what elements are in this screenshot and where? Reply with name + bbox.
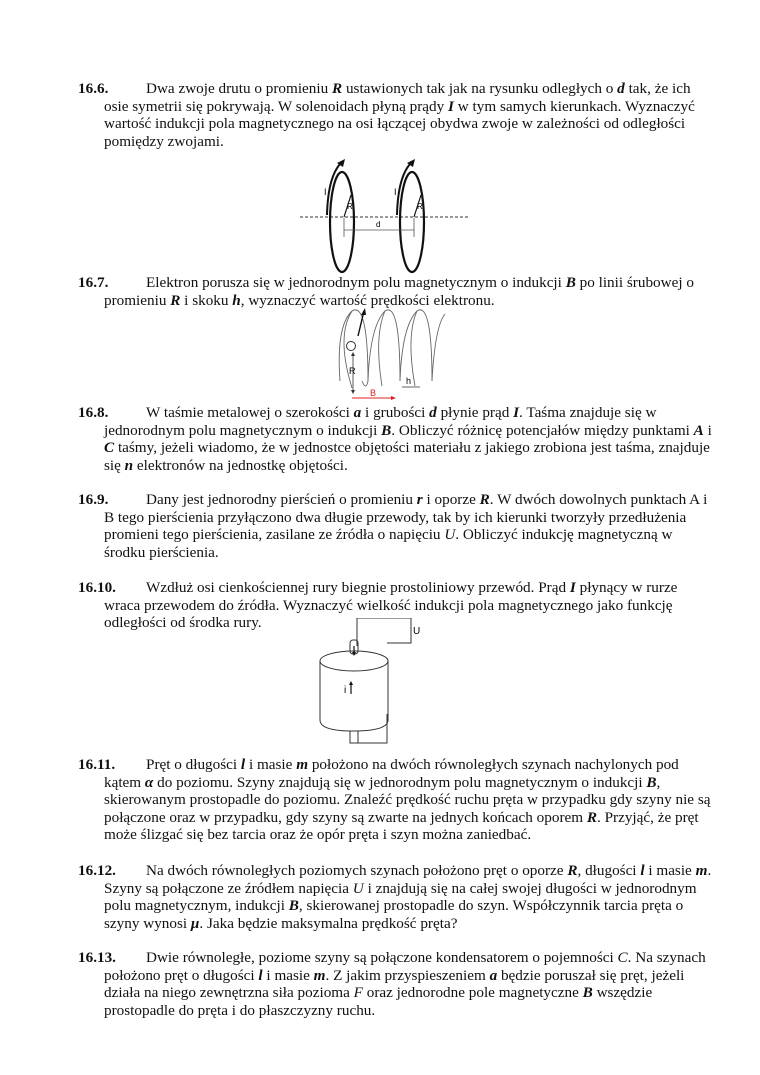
problem-number: 16.6. (78, 80, 109, 97)
variable-symbol: R (479, 491, 490, 508)
variable-symbol: I (448, 97, 454, 115)
variable-symbol: m (313, 966, 326, 984)
distance-label: d (376, 220, 381, 229)
variable-symbol: C (617, 949, 628, 966)
variable-symbol: R (332, 80, 343, 97)
problem-text: Pręt o długości l i masie m położono na dwóch równoległych szynach nachylonych pod kątem α do poziomu. Szyny znajdują się w jednorodnym polu magnetycznym o indukcji B, skierowanym prostopadle do poziomu. Znaleźć prędkość ruchu pręta w przypadku gdy szyny nie są połączone oraz w przypadku, gdy szyny są zwarte na jednych końcach oporem R. Przyjąć, że pręt może ślizgać się bez tarcia oraz że opór pręta i szyn można zaniedbać. (104, 756, 711, 844)
problem-number: 16.7. (78, 274, 109, 291)
problem-16-11 (78, 756, 714, 844)
variable-symbol: d (617, 80, 625, 97)
problem-16-8 (78, 404, 714, 474)
variable-symbol: h (232, 291, 241, 309)
coil-current-label: I (324, 187, 327, 197)
helix-radius-label: R (349, 366, 356, 376)
variable-symbol: B (381, 421, 392, 439)
problem-text: W taśmie metalowej o szerokości a i grubości d płynie prąd I. Taśma znajduje się w jednorodnym polu magnetycznym o indukcji B. Obliczyć różnicę potencjałów między punktami A i C taśmy, jeżeli wiadomo, że w jednostce objętości materiału z jakiego zrobiona jest taśma, znajduje się n elektronów na jednostkę objętości. (104, 404, 712, 474)
figure-two-coils (290, 155, 480, 275)
problem-16-7 (78, 274, 714, 309)
coil-radius-label: R (417, 202, 423, 211)
variable-symbol: a (353, 404, 362, 421)
variable-symbol: α (144, 773, 154, 791)
variable-symbol: r (416, 491, 423, 508)
variable-symbol: l (640, 862, 645, 879)
problem-16-13 (78, 949, 714, 1019)
figure-pipe (300, 618, 440, 750)
variable-symbol: B (288, 897, 299, 915)
variable-symbol: m (695, 862, 708, 879)
problem-text: Elektron porusza się w jednorodnym polu magnetycznym o indukcji B po linii śrubowej o promieniu R i skoku h, wyznaczyć wartość prędkości elektronu. (104, 274, 694, 309)
problem-number: 16.8. (78, 404, 109, 421)
variable-symbol: B (646, 773, 657, 791)
variable-symbol: n (124, 456, 134, 474)
variable-symbol: m (296, 756, 309, 773)
helix-pitch-label: h (406, 376, 412, 386)
variable-symbol: U (444, 526, 456, 544)
variable-symbol: l (258, 966, 263, 984)
field-label: B (370, 388, 377, 398)
variable-symbol: R (586, 808, 597, 826)
coil-current-label: I (394, 187, 397, 197)
problem-text: Na dwóch równoległych poziomych szynach położono pręt o oporze R, długości l i masie m. Szyny są połączone ze źródłem napięcia U i znajdują się na całej swojej długości w jednorodnym polu magnetycznym, indukcji B, skierowanej prostopadle do szyn. Współczynnik tarcia pręta o szyny wynosi μ. Jaka będzie maksymalna prędkość pręta? (104, 862, 712, 932)
voltage-label: U (413, 626, 421, 637)
variable-symbol: I (513, 404, 520, 421)
variable-symbol: B (565, 274, 576, 291)
variable-symbol: U (352, 879, 364, 897)
coil-radius-label: R (347, 202, 353, 211)
problem-text: Dwie równoległe, poziome szyny są połączone kondensatorem o pojemności C. Na szynach położono pręt o długości l i masie m. Z jakim przyspieszeniem a będzie poruszał się pręt, jeżeli działa na niego zewnętrzna siła pozioma F oraz jednorodne pole magnetyczne B wszędzie prostopadle do pręta i do płaszczyzny ruchu. (104, 949, 706, 1019)
variable-symbol: d (429, 404, 437, 421)
variable-symbol: F (353, 984, 363, 1002)
problem-16-9 (78, 491, 714, 561)
problem-number: 16.9. (78, 491, 109, 508)
problem-text: Dwa zwoje drutu o promieniu R ustawionych tak jak na rysunku odległych o d tak, że ich osie symetrii się pokrywają. W solenoidach płyną prądy I w tym samych kierunkach. Wyznaczyć wartość indukcji pola magnetycznego na osi łączącej obydwa zwoje w zależności od odległości pomiędzy zwojami. (104, 80, 695, 150)
variable-symbol: B (582, 984, 593, 1002)
problem-number: 16.11. (78, 756, 116, 773)
problem-16-12 (78, 862, 714, 932)
variable-symbol: I (569, 579, 576, 596)
problem-16-6 (78, 80, 714, 150)
problem-number: 16.10. (78, 579, 116, 596)
variable-symbol: A (693, 421, 704, 439)
variable-symbol: C (104, 439, 115, 457)
problem-number: 16.12. (78, 862, 116, 879)
variable-symbol: a (489, 966, 498, 984)
problem-text: Wzdłuż osi cienkościennej rury biegnie prostoliniowy przewód. Prąd I płynący w rurze wraca przewodem do źródła. Wyznaczyć wielkość indukcji pola magnetycznego jako funkcję odległości od środka rury. (104, 579, 678, 632)
variable-symbol: l (240, 756, 246, 773)
variable-symbol: R (170, 291, 181, 309)
problem-text: Dany jest jednorodny pierścień o promieniu r i oporze R. W dwóch dowolnych punktach A i B tego pierścienia przyłączono dwa długie przewody, tak by ich kierunki tworzyły przedłużenia promieni tego pierścienia, zasilane ze źródła o napięciu U. Obliczyć indukcję magnetyczną w środku pierścienia. (104, 491, 708, 561)
variable-symbol: R (567, 862, 578, 879)
problem-number: 16.13. (78, 949, 116, 966)
pipe-current-label: i (344, 685, 347, 696)
variable-symbol: μ (190, 914, 200, 932)
figure-helix (330, 306, 450, 400)
